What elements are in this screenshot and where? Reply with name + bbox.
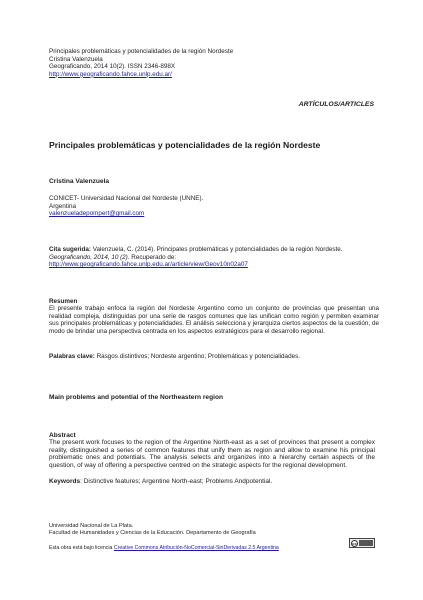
footer-institution (49, 523, 256, 538)
palabras-text: Rasgos distintivos; Nordeste argentino; Problemáticas y potencialidades. (94, 353, 300, 360)
cc-license-icon[interactable] (349, 538, 375, 548)
article-title: Principales problemáticas y potencialidades de la región Nordeste (49, 140, 321, 150)
license-prefix: Esta obra está bajo licencia (49, 545, 114, 551)
cc-circle-icon: cc (352, 540, 357, 546)
section-tag: ARTÍCULOS/ARTICLES (298, 101, 374, 108)
footer-university: Universidad Nacional de La Plata. (49, 523, 134, 529)
citation-text: Valenzuela, C. (2014). Principales problemáticas y potencialidades de la región Nordeste. (91, 246, 343, 253)
citation-line-2 (49, 254, 343, 262)
resumen-heading: Resumen (49, 298, 78, 305)
author-email-link[interactable]: valenzueladepompert@gmail.com (49, 210, 145, 218)
keywords-text: : Distinctive features; Argentine North-east; Problems Andpotential. (80, 478, 273, 485)
cc-bar-icon (359, 540, 373, 546)
header-title: Principales problemáticas y potencialidades de la región Nordeste (49, 48, 234, 55)
english-title: Main problems and potential of the Northeastern region (49, 394, 224, 401)
citation-label: Cita sugerida: (49, 246, 91, 253)
palabras-label: Palabras clave: (49, 353, 95, 360)
citation-url-link[interactable]: http://www.geograficando.fahce.unlp.edu.ar/article/view/Geov10n02a07 (49, 261, 248, 269)
keywords-label: Keywords (49, 478, 81, 485)
footer-faculty: Facultad de Humanidades y Ciencias de la Educación. Departamento de Geografía (49, 530, 256, 537)
citation-recuperado: Recuperado de: (129, 253, 177, 261)
author-affiliation: CONICET- Universidad Nacional del Nordeste (UNNE). (49, 195, 204, 202)
license-link[interactable]: Creative Commons Atribución-NoComercial-SinDerivadas 2.5 Argentina (113, 545, 279, 551)
abstract-body: The present work focuses to the region of the Argentine North-east as a set of provinces that present a complex reality, distinguished a series of common features that unify them as region and allow to examine his principal problematic ones and potentials. The analysis selects and organizes into a hierarchy certain aspects of the question, of way of offering a perspective centred on the strategic aspects for the regional development. (49, 439, 375, 470)
author-name: Cristina Valenzuela (49, 178, 110, 185)
author-affiliation-block (49, 195, 203, 218)
resumen-body: El presente trabajo enfoca la región del Nordeste Argentino como un conjunto de provincias que presentan una realidad compleja, distinguidas por una serie de rasgos comunes que las unifican como región y permiten examinar sus principales problemáticas y potencialidades. El análisis selecciona y jerarquiza ciertos aspectos de la cuestión, de modo de brindar una perspectiva centrada en los aspectos estratégicos para el desarrollo regional. (49, 305, 379, 335)
citation-block (49, 246, 343, 269)
citation-journal: Geograficando, 2014, 10 (2). (49, 253, 130, 261)
header-url-link[interactable]: http://www.geograficando.fahce.unlp.edu.ar/ (49, 70, 172, 78)
author-country: Argentina (49, 202, 76, 210)
citation-line (49, 246, 343, 254)
palabras-clave (49, 353, 300, 361)
header-issn: Geograficando, 2014 10(2). ISSN 2346-898X (49, 63, 176, 71)
license-line (49, 545, 279, 551)
running-header (49, 48, 233, 78)
header-author: Cristina Valenzuela (49, 55, 103, 63)
abstract-heading: Abstract (49, 432, 76, 439)
keywords (49, 478, 272, 485)
